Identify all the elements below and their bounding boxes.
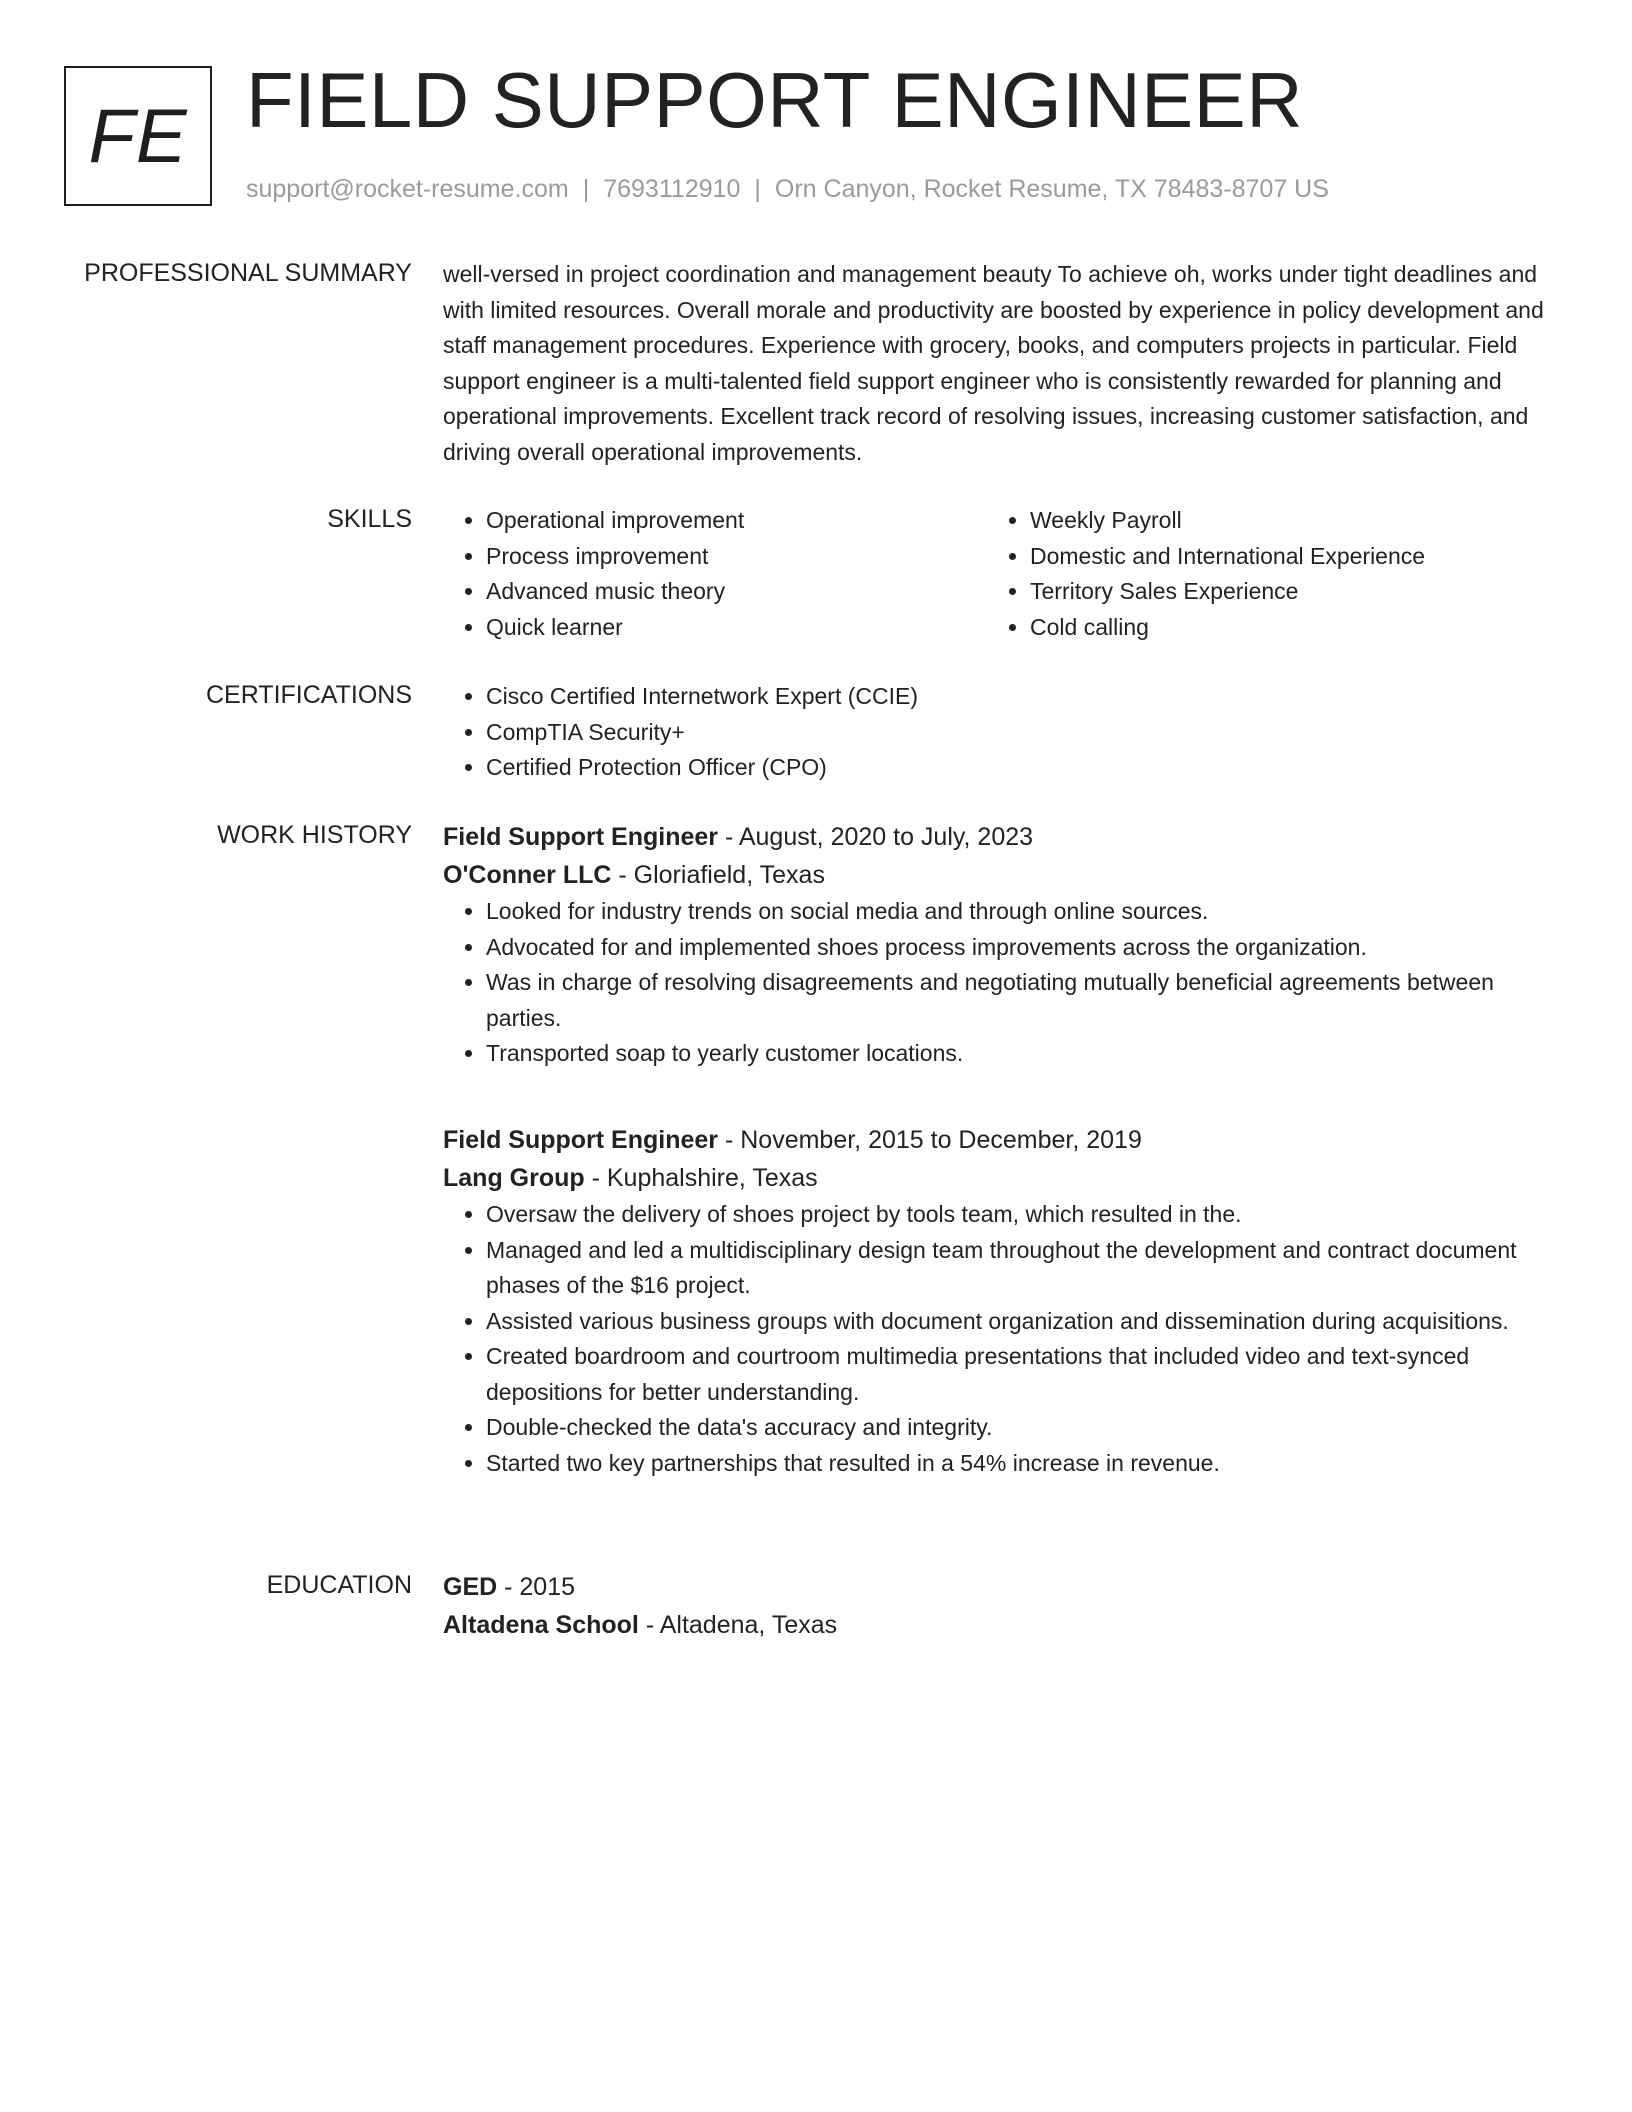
job-bullet: • Double-checked the data's accuracy and integrity. [486, 1410, 1553, 1446]
section-label-certifications: CERTIFICATIONS [205, 681, 412, 709]
contact-line [246, 172, 1329, 206]
job-bullet: • Advocated for and implemented shoes process improvements across the organization. [486, 930, 1553, 966]
skill-item: • Quick learner [486, 610, 987, 646]
skill-item: • Operational improvement [486, 503, 987, 539]
section-label-education: EDUCATION [266, 1571, 412, 1599]
job-bullet: • Oversaw the delivery of shoes project by tools team, which resulted in the. [486, 1197, 1553, 1233]
skills-body [443, 503, 1553, 645]
contact-separator: | [582, 175, 590, 203]
skills-columns [443, 503, 1553, 645]
job-dates: - November, 2015 to December, 2019 [718, 1126, 1142, 1154]
job-title-line [443, 1121, 1553, 1159]
education-school: Altadena School [443, 1611, 639, 1639]
education-body [443, 1568, 1553, 1644]
education-school-line [443, 1606, 1553, 1644]
job-entry [443, 1121, 1553, 1481]
skill-item: • Advanced music theory [486, 574, 987, 610]
job-bullet: • Was in charge of resolving disagreements and negotiating mutually beneficial agreements between parties. [486, 965, 1553, 1036]
contact-address: Orn Canyon, Rocket Resume, TX 78483-8707 US [774, 175, 1329, 203]
section-label-work-history: WORK HISTORY [217, 821, 412, 849]
job-bullet: • Transported soap to yearly customer locations. [486, 1036, 1553, 1072]
monogram-badge: FE [64, 66, 212, 206]
skill-item: • Weekly Payroll [1030, 503, 1531, 539]
skill-item: • Cold calling [1030, 610, 1531, 646]
job-title-line [443, 818, 1553, 856]
certification-item: • Cisco Certified Internetwork Expert (CCIE) [486, 679, 1553, 715]
job-title: Field Support Engineer [443, 823, 719, 851]
job-bullet: • Created boardroom and courtroom multimedia presentations that included video and text-synced depositions for better understanding. [486, 1339, 1553, 1410]
job-dates: - August, 2020 to July, 2023 [718, 823, 1034, 851]
education-degree-line [443, 1568, 1553, 1606]
education-degree: GED [443, 1573, 498, 1601]
section-label-summary: PROFESSIONAL SUMMARY [84, 259, 412, 287]
education-year: - 2015 [497, 1573, 576, 1601]
job-title: Field Support Engineer [443, 1126, 719, 1154]
summary-body [443, 257, 1553, 470]
skill-item: • Process improvement [486, 539, 987, 575]
summary-text: well-versed in project coordination and management beauty To achieve oh, works under tight deadlines and with limited resources. Overall morale and productivity are boosted by experience in policy development and staff management procedures. Experience with grocery, books, and computers projects in particular. Field support engineer is a multi-talented field support engineer who is consistently rewarded for planning and operational improvements. Excellent track record of resolving issues, increasing customer satisfaction, and driving overall operational improvements. [443, 261, 1544, 465]
job-location: - Kuphalshire, Texas [584, 1164, 818, 1192]
contact-separator: | [754, 175, 761, 203]
resume-title: FIELD SUPPORT ENGINEER [246, 56, 1304, 144]
job-bullet: • Looked for industry trends on social media and through online sources. [486, 894, 1553, 930]
job-company-line [443, 1159, 1553, 1197]
job-entry [443, 818, 1553, 1072]
job-bullet: • Started two key partnerships that resulted in a 54% increase in revenue. [486, 1446, 1553, 1482]
section-label-skills: SKILLS [327, 505, 412, 533]
certification-item: • Certified Protection Officer (CPO) [486, 750, 1553, 786]
job-location: - Gloriafield, Texas [611, 861, 825, 889]
certifications-body [443, 679, 1553, 786]
skills-column-right [987, 503, 1531, 645]
job-bullets [443, 894, 1553, 1072]
job-company: Lang Group [443, 1164, 585, 1192]
job-bullets [443, 1197, 1553, 1481]
skills-column-left [443, 503, 987, 645]
job-bullet: • Managed and led a multidisciplinary design team throughout the development and contract document phases of the $16 project. [486, 1233, 1553, 1304]
contact-phone: 7693112910 [603, 175, 741, 203]
skill-item: • Territory Sales Experience [1030, 574, 1531, 610]
job-company: O'Conner LLC [443, 861, 612, 889]
contact-email: support@rocket-resume.com [246, 175, 569, 203]
skill-item: • Domestic and International Experience [1030, 539, 1531, 575]
certification-item: • CompTIA Security+ [486, 715, 1553, 751]
job-company-line [443, 856, 1553, 894]
job-bullet: • Assisted various business groups with document organization and dissemination during acquisitions. [486, 1304, 1553, 1340]
education-location: - Altadena, Texas [638, 1611, 838, 1639]
